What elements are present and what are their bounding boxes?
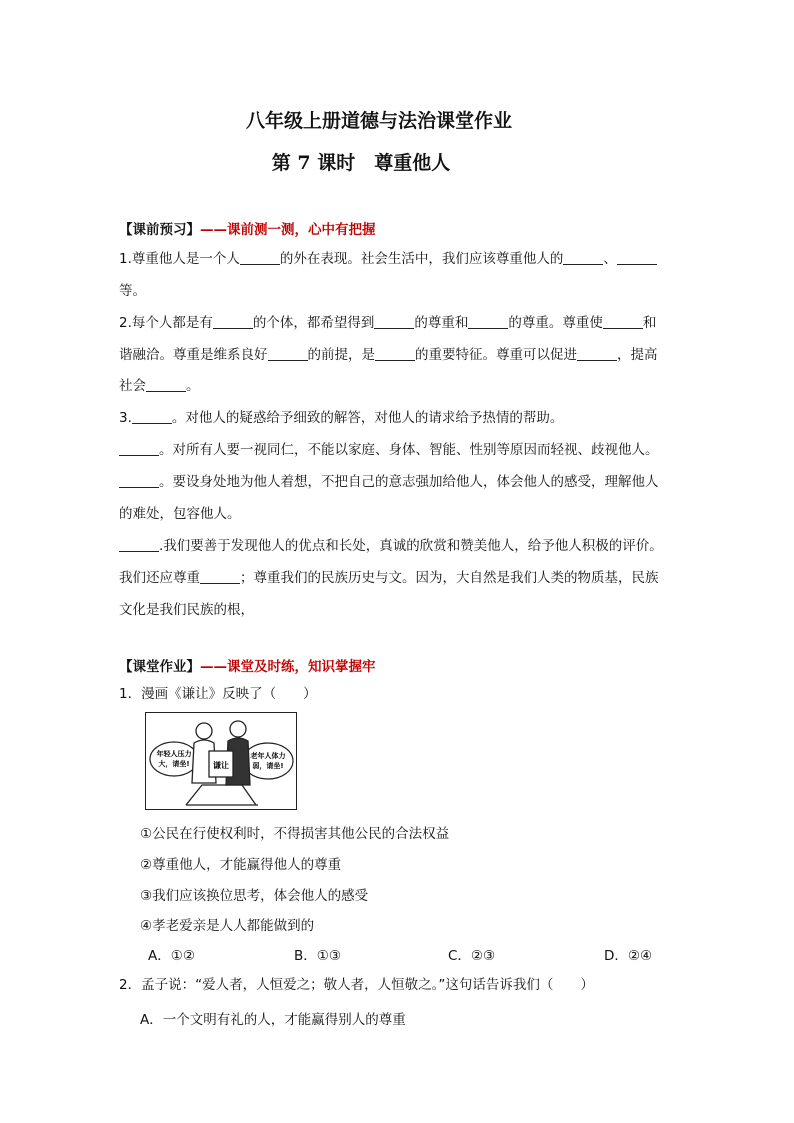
right-speech-bubble — [243, 743, 293, 779]
preview-q1-line1: 1.尊重他人是一个人 的外在表现。社会生活中，我们应该尊重他人的 、 — [119, 250, 679, 268]
blank[interactable] — [563, 251, 603, 265]
young-man-head — [230, 721, 246, 737]
classwork-slogan: ——课堂及时练，知识掌握牢 — [200, 659, 376, 675]
preview-q3-line4: 的难处，包容他人。 — [119, 506, 241, 522]
page-title: 八年级上册道德与法治课堂作业 — [245, 110, 512, 132]
blank[interactable] — [119, 474, 159, 488]
left-speech-bubble — [150, 742, 198, 776]
blank[interactable] — [200, 570, 240, 584]
blank[interactable] — [119, 442, 159, 456]
classwork-bracket: 【课堂作业】 — [119, 659, 200, 675]
right-bubble-line1: 老年人体力 — [250, 752, 286, 760]
question-1-stem: 1．漫画《谦让》反映了（ ） — [119, 686, 317, 702]
blank[interactable] — [617, 251, 657, 265]
blank[interactable] — [119, 538, 159, 552]
preview-q3-line6: 我们还应尊重 ；尊重我们的民族历史与文。因为，大自然是我们人类的物质基，民族 — [119, 570, 659, 586]
right-bubble-line2: 弱，请坐! — [252, 762, 284, 770]
blank[interactable] — [268, 347, 308, 361]
blank[interactable] — [132, 410, 172, 424]
blank[interactable] — [213, 315, 253, 329]
q1-statement-1: ①公民在行使权利时，不得损害其他公民的合法权益 — [140, 826, 450, 842]
preview-q3-line2: 。对所有人要一视同仁，不能以家庭、身体、智能、性别等原因而轻视、歧视他人。 — [119, 441, 679, 459]
blank[interactable] — [374, 315, 414, 329]
lesson-title: 第 7 课时 尊重他人 — [271, 152, 451, 174]
old-man-head — [196, 723, 212, 739]
choice-c[interactable]: C．②③ — [448, 948, 496, 964]
q2-choice-a[interactable]: A．一个文明有礼的人，才能赢得别人的尊重 — [140, 1012, 406, 1028]
preview-heading — [119, 218, 376, 238]
chair-frame — [186, 785, 256, 805]
preview-q1-line2: 等。 — [119, 283, 146, 299]
blank[interactable] — [146, 378, 186, 392]
blank[interactable] — [375, 347, 415, 361]
cartoon-image — [145, 712, 297, 810]
choice-a[interactable]: A．①② — [148, 948, 195, 964]
blank[interactable] — [603, 315, 643, 329]
choice-d[interactable]: D．②④ — [604, 948, 653, 964]
preview-q3-line7: 文化是我们民族的根， — [119, 602, 254, 618]
preview-q3-line5: .我们要善于发现他人的优点和长处，真诚的欣赏和赞美他人，给予他人积极的评价。 — [119, 537, 679, 555]
preview-q2-line2: 谐融洽。尊重是维系良好 的前提，是 的重要特征。尊重可以促进 ，提高 — [119, 347, 658, 363]
preview-q3-line3: 。要设身处地为他人着想，不把自己的意志强加给他人，体会他人的感受，理解他人 — [119, 473, 679, 491]
preview-q2-line3: 社会 。 — [119, 378, 200, 394]
q1-statement-2: ②尊重他人，才能赢得他人的尊重 — [140, 857, 342, 873]
question-2-stem: 2．孟子说：“爱人者，人恒爱之；敬人者，人恒敬之。”这句话告诉我们（ ） — [119, 977, 594, 993]
sign-text: 谦让 — [213, 761, 229, 770]
blank[interactable] — [468, 315, 508, 329]
preview-q3-line1: 3. 。对他人的疑惑给予细致的解答，对他人的请求给予热情的帮助。 — [119, 410, 564, 426]
left-bubble-line1: 年轻人压力 — [156, 750, 192, 758]
q1-statement-4: ④孝老爱亲是人人都能做到的 — [140, 918, 315, 934]
blank[interactable] — [577, 347, 617, 361]
cartoon-illustration — [146, 713, 296, 809]
q1-statement-3: ③我们应该换位思考，体会他人的感受 — [140, 888, 369, 904]
preview-bracket: 【课前预习】 — [119, 222, 200, 238]
left-bubble-line2: 大，请坐! — [158, 760, 190, 768]
preview-q2-line1: 2.每个人都是有 的个体，都希望得到 的尊重和 的尊重。尊重使 和 — [119, 315, 657, 331]
choice-b[interactable]: B．①③ — [294, 948, 341, 964]
preview-slogan: ——课前测一测，心中有把握 — [200, 222, 376, 238]
blank[interactable] — [240, 251, 280, 265]
classwork-heading — [119, 655, 376, 675]
